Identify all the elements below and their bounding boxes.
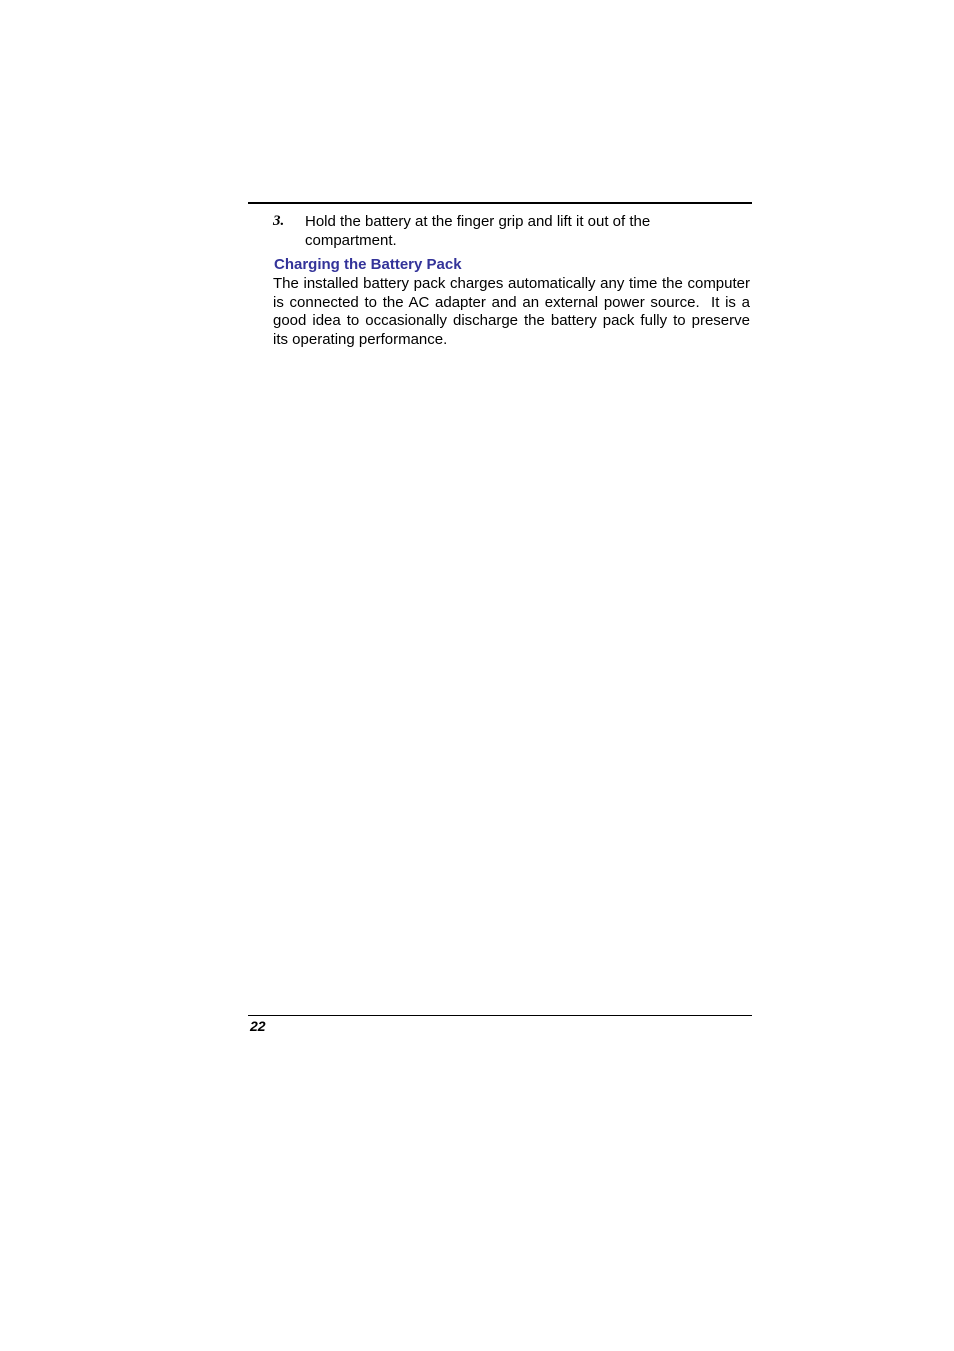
step-number: 3. [273, 213, 285, 229]
section-heading: Charging the Battery Pack [274, 256, 462, 273]
step-text: Hold the battery at the finger grip and lift it out of the compartment. [305, 213, 651, 249]
page-number: 22 [250, 1018, 266, 1034]
section-paragraph: The installed battery pack charges automatically any time the computer is connected to the AC adapter and an external power source. It is a good idea to occasionally discharge the battery pack fully to preserve its operating performance. [273, 275, 755, 348]
footer-rule [248, 1015, 752, 1016]
header-rule [248, 202, 752, 204]
